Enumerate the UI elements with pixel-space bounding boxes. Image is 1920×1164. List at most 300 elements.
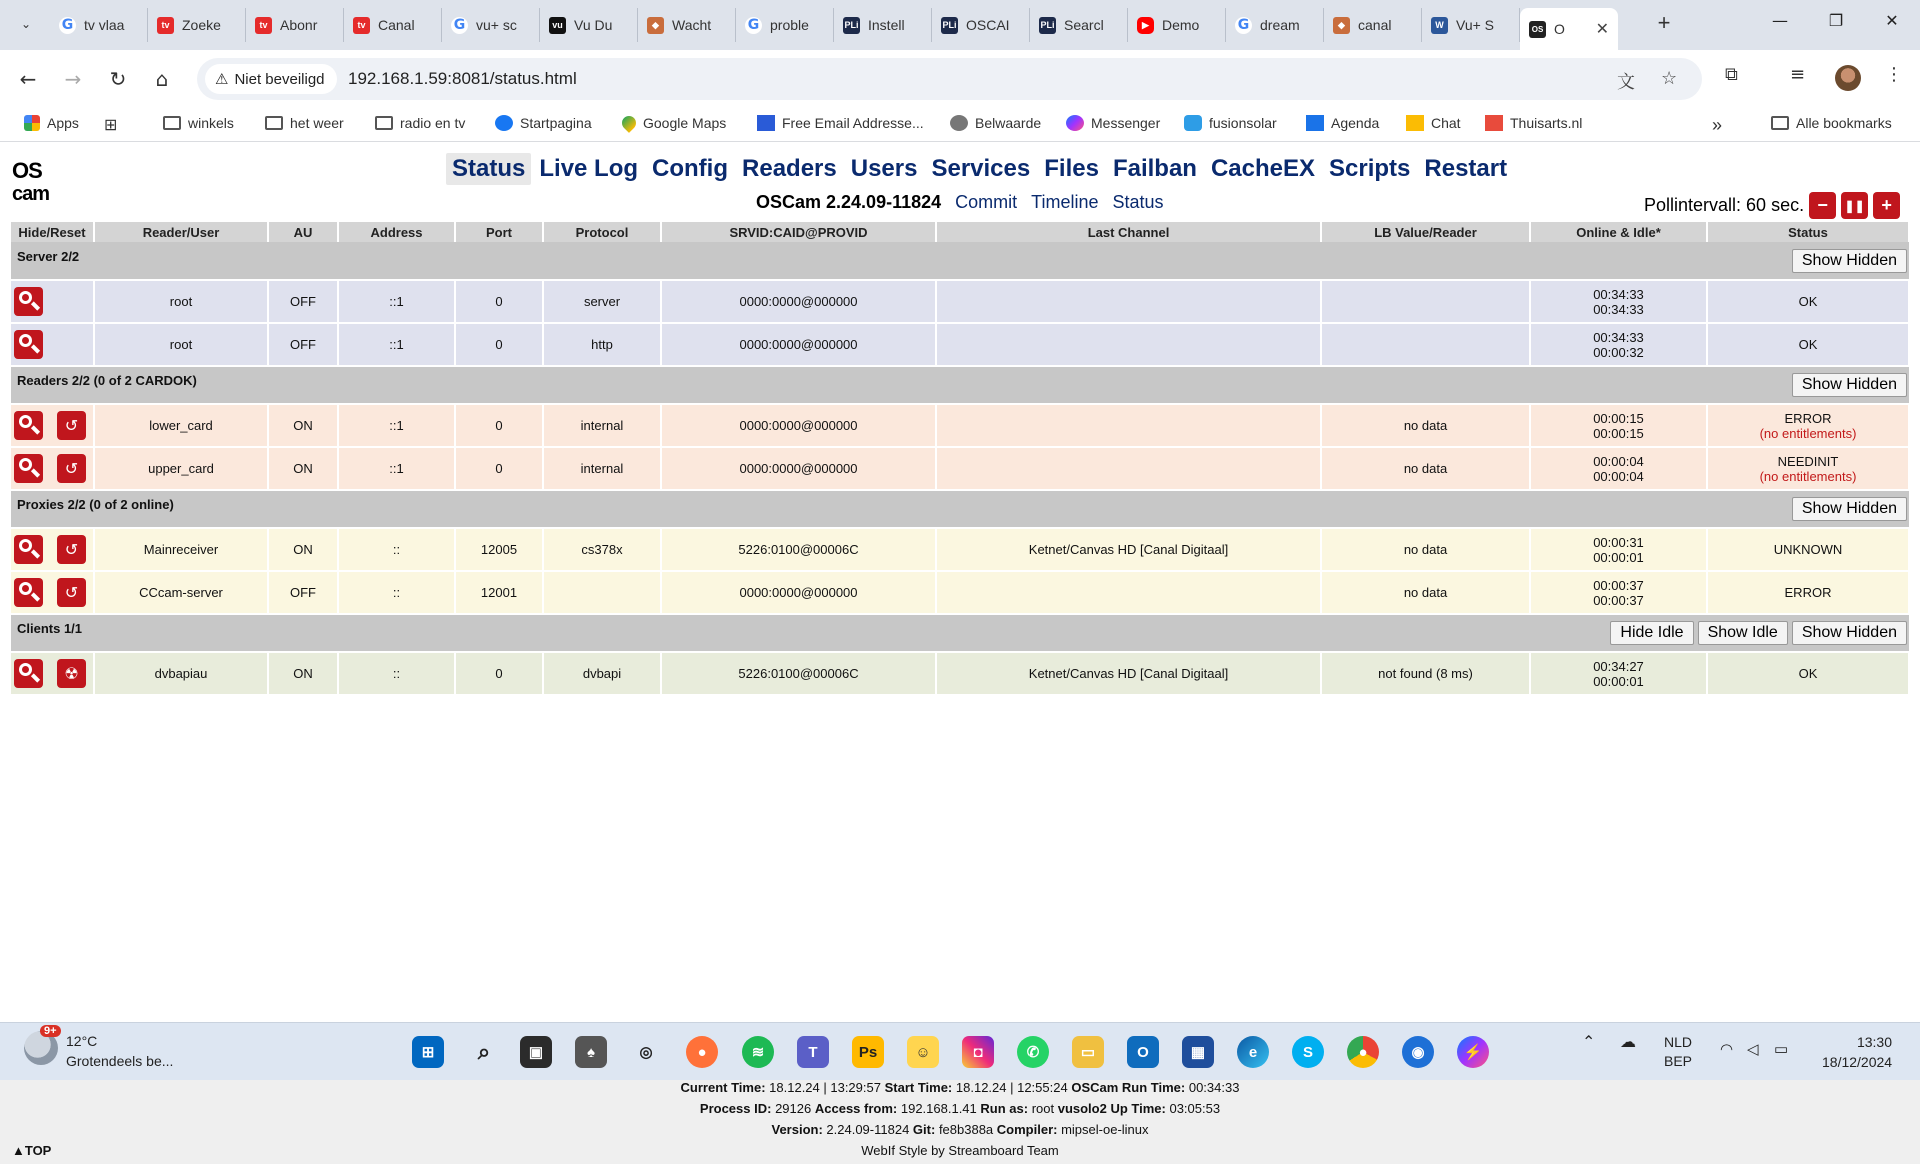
browser-tab[interactable] (736, 8, 834, 42)
nav-scripts[interactable]: Scripts (1329, 155, 1411, 182)
hide-icon[interactable] (14, 578, 43, 607)
idle-time: 00:00:01 (1593, 673, 1644, 689)
idle-time: 00:00:01 (1593, 549, 1644, 565)
bookmark-chat[interactable]: Chat (1406, 115, 1461, 131)
address: ::1 (338, 447, 455, 490)
security-label: Niet beveiligd (234, 70, 325, 88)
security-indicator[interactable] (205, 64, 337, 94)
column-header: Address (338, 222, 455, 242)
idle-time: 00:00:37 (1593, 592, 1644, 608)
url-text[interactable]: 192.168.1.59:8081/status.html (348, 69, 577, 88)
status-text: UNKNOWN (1773, 542, 1843, 557)
reload-icon[interactable]: ↻ (109, 67, 127, 91)
bookmark-radio-en-tv[interactable]: radio en tv (375, 115, 465, 131)
close-window-button[interactable]: ✕ (1885, 10, 1899, 30)
tab-title: Instell (868, 17, 905, 33)
status-link[interactable]: Status (1112, 192, 1164, 212)
browser-tab[interactable] (1030, 8, 1128, 42)
chat-icon (1406, 115, 1424, 131)
column-header: Status (1707, 222, 1909, 242)
srvid: 5226:0100@00006C (661, 652, 936, 695)
port: 12001 (455, 571, 543, 614)
protocol: internal (543, 404, 661, 447)
tab-title: dream (1260, 17, 1300, 33)
address: :: (338, 528, 455, 571)
nav-readers[interactable]: Readers (742, 155, 837, 182)
last-channel (936, 447, 1321, 490)
hide-icon[interactable] (14, 454, 43, 483)
port: 12005 (455, 528, 543, 571)
browser-toolbar (0, 50, 1920, 108)
nav-users[interactable]: Users (850, 155, 918, 182)
table-row (11, 528, 1909, 571)
tab-title: O (1554, 21, 1565, 37)
srvid: 0000:0000@000000 (661, 571, 936, 614)
close-tab-icon[interactable]: ✕ (1595, 21, 1609, 38)
oscam-logo[interactable]: OS cam (12, 158, 50, 205)
lb-value: no data (1321, 571, 1530, 614)
online-time: 00:00:37 (1593, 577, 1644, 593)
mail-icon (757, 115, 775, 131)
status-cell (1707, 280, 1909, 323)
reader-name[interactable]: root (94, 323, 268, 366)
bookmark-startpagina[interactable]: Startpagina (495, 115, 592, 131)
forward-icon[interactable]: → (64, 67, 82, 91)
thuisarts-icon (1485, 115, 1503, 131)
calendar-icon (1306, 115, 1324, 131)
clock-time: 13:30 (1856, 1034, 1892, 1050)
new-tab-button[interactable]: + (1657, 10, 1671, 35)
tab-title: Searcl (1064, 17, 1104, 33)
maximize-button[interactable]: ❐ (1828, 10, 1844, 30)
menu-icon[interactable]: ⋮ (1885, 64, 1903, 85)
footer-version: Version: 2.24.09-11824 Git: fe8b388a Compiler: mipsel-oe-linux (771, 1122, 1149, 1137)
temperature: 12°C (66, 1033, 98, 1049)
file-explorer-icon[interactable]: ▭ (1072, 1036, 1104, 1068)
actions-cell (11, 652, 94, 695)
idle-time: 00:34:33 (1593, 301, 1644, 317)
group-header-readers (11, 366, 1909, 404)
cat-icon: ◆ (647, 17, 664, 34)
bookmarks-bar (0, 108, 1920, 142)
browser-tab[interactable] (540, 8, 638, 42)
ps-icon[interactable]: Ps (852, 1036, 884, 1068)
weather-icon (24, 1025, 58, 1065)
reader-name[interactable]: root (94, 280, 268, 323)
browser-tab[interactable] (1226, 8, 1324, 42)
lb-value: no data (1321, 404, 1530, 447)
profile-avatar[interactable] (1835, 65, 1861, 91)
browser-tab[interactable] (932, 8, 1030, 42)
browser-tab[interactable] (1324, 8, 1422, 42)
srvid: 0000:0000@000000 (661, 404, 936, 447)
last-channel (936, 404, 1321, 447)
solar-icon (1184, 115, 1202, 131)
online-idle-cell (1530, 404, 1707, 447)
actions-cell (11, 404, 94, 447)
tray-overflow-icon[interactable]: ⌃ (1582, 1034, 1596, 1051)
idle-time: 00:00:32 (1593, 344, 1644, 360)
word-icon: W (1431, 17, 1448, 34)
browser-tab[interactable] (1520, 8, 1618, 50)
online-time: 00:34:33 (1593, 329, 1644, 345)
column-header: Port (455, 222, 543, 242)
nav-config[interactable]: Config (652, 155, 729, 182)
youtube-icon: ▶ (1137, 17, 1154, 34)
au-value: OFF (268, 571, 338, 614)
address: :: (338, 652, 455, 695)
status-text: OK (1798, 337, 1818, 352)
column-header: Last Channel (936, 222, 1321, 242)
group-title: Readers 2/2 (0 of 2 CARDOK) (17, 373, 197, 388)
column-header: Reader/User (94, 222, 268, 242)
store-icon[interactable]: ▦ (1182, 1036, 1214, 1068)
tab-title: tv vlaa (84, 17, 125, 33)
bookmark-agenda[interactable]: Agenda (1306, 115, 1379, 131)
status-cell (1707, 571, 1909, 614)
online-idle-cell (1530, 280, 1707, 323)
bookmark-star-icon[interactable]: ☆ (1661, 68, 1678, 89)
copilot-icon[interactable]: ◎ (639, 1044, 653, 1061)
browser-tab[interactable] (148, 8, 246, 42)
status-text: ERROR (1784, 585, 1832, 600)
browser-tab[interactable] (442, 8, 540, 42)
pli-icon: PLi (843, 17, 860, 34)
bookmark-all[interactable]: Alle bookmarks (1771, 115, 1892, 131)
tab-title: proble (770, 17, 809, 33)
folder-icon (265, 116, 283, 130)
wifi-icon[interactable]: ◠ (1720, 1041, 1734, 1058)
clock[interactable] (1822, 1032, 1892, 1072)
status-text: ERROR (1784, 410, 1832, 426)
group-buttons (1610, 621, 1907, 645)
edge-icon[interactable]: e (1237, 1036, 1269, 1068)
au-value: ON (268, 404, 338, 447)
messenger-taskbar-icon[interactable]: ⚡ (1457, 1036, 1489, 1068)
nav-status[interactable]: Status (446, 153, 531, 185)
tab-title: Vu+ S (1456, 17, 1495, 33)
home-icon[interactable]: ⌂ (155, 67, 169, 91)
solitaire-icon[interactable]: ♠ (575, 1036, 607, 1068)
nav-services[interactable]: Services (931, 155, 1031, 182)
status-text: NEEDINIT (1777, 453, 1839, 469)
column-header: LB Value/Reader (1321, 222, 1530, 242)
onedrive-icon[interactable]: ☁ (1620, 1034, 1636, 1051)
skype-icon[interactable]: S (1292, 1036, 1324, 1068)
vu-icon: vu (549, 17, 566, 34)
group-buttons (1792, 373, 1907, 397)
process-id: 29126 (775, 1101, 812, 1116)
protocol: http (543, 323, 661, 366)
search-icon[interactable]: ⌕ (477, 1039, 491, 1064)
apps-icon (24, 115, 40, 131)
bookmark-belwaarde[interactable]: Belwaarde (950, 115, 1041, 131)
poll-increase-button[interactable]: + (1873, 192, 1900, 219)
reset-icon[interactable]: ↺ (57, 411, 86, 440)
warning-icon: ⚠ (215, 71, 229, 88)
hide-icon[interactable] (14, 287, 43, 316)
show-hidden-button[interactable]: Show Hidden (1792, 621, 1907, 645)
tab-search-button[interactable]: ⌄ (20, 17, 32, 31)
lb-value (1321, 280, 1530, 323)
protocol: cs378x (543, 528, 661, 571)
group-cell (11, 614, 1909, 652)
actions-cell (11, 323, 94, 366)
last-channel (936, 280, 1321, 323)
emoji-app-icon[interactable]: ☺ (907, 1036, 939, 1068)
google-icon: G (1235, 17, 1252, 34)
tv-icon: tv (255, 17, 272, 34)
au-value: ON (268, 447, 338, 490)
bookmark-fusionsolar[interactable]: fusionsolar (1184, 115, 1277, 131)
browser-tab[interactable] (344, 8, 442, 42)
language-indicator[interactable]: NLD BEP (1664, 1034, 1693, 1069)
battery-icon[interactable]: ▭ (1774, 1041, 1789, 1058)
table-row (11, 652, 1909, 695)
status-cell (1707, 652, 1909, 695)
disconnect-icon[interactable]: ☢ (57, 659, 86, 688)
browser-tab[interactable] (246, 8, 344, 42)
online-time: 00:34:27 (1593, 658, 1644, 674)
bookmark-winkels[interactable]: winkels (163, 115, 234, 131)
status-text: OK (1798, 666, 1818, 681)
pli-icon: PLi (941, 17, 958, 34)
protocol: internal (543, 447, 661, 490)
back-icon[interactable]: ← (19, 67, 37, 91)
bookmark-grid[interactable] (104, 115, 117, 135)
folder-icon (375, 116, 393, 130)
bookmark-google-maps[interactable]: Google Maps (622, 115, 726, 131)
minimize-button[interactable]: — (1772, 10, 1788, 30)
online-time: 00:00:15 (1593, 410, 1644, 426)
group-cell (11, 242, 1909, 280)
status-cell (1707, 447, 1909, 490)
version-label: OSCam 2.24.09-11824 (756, 192, 942, 212)
tab-title: Canal (378, 17, 415, 33)
start-icon[interactable]: ⊞ (412, 1036, 444, 1068)
tab-strip (0, 0, 1920, 50)
status-cell (1707, 404, 1909, 447)
poll-decrease-button[interactable]: − (1809, 192, 1836, 219)
group-buttons (1792, 497, 1907, 521)
lb-value: no data (1321, 528, 1530, 571)
bookmark-thuisarts[interactable]: Thuisarts.nl (1485, 115, 1582, 131)
show-hidden-button[interactable]: Show Hidden (1792, 373, 1907, 397)
to-top-link[interactable]: ▲TOP (12, 1143, 52, 1158)
folder-icon (163, 116, 181, 130)
column-header: Hide/Reset (11, 222, 94, 242)
main-nav (446, 153, 1515, 185)
column-header: SRVID:CAID@PROVID (661, 222, 936, 242)
tab-title: vu+ sc (476, 17, 517, 33)
au-value: ON (268, 528, 338, 571)
table-row (11, 447, 1909, 490)
online-idle-cell (1530, 652, 1707, 695)
table-header (11, 222, 1909, 242)
whatsapp-icon[interactable]: ✆ (1017, 1036, 1049, 1068)
run-time: 00:34:33 (1188, 1080, 1240, 1095)
reader-name[interactable]: CCcam-server (94, 571, 268, 614)
lb-value: no data (1321, 447, 1530, 490)
bookmark-apps[interactable]: Apps (24, 115, 79, 131)
reset-icon[interactable]: ↺ (57, 454, 86, 483)
idle-time: 00:00:15 (1593, 425, 1644, 441)
address-bar[interactable] (197, 58, 1702, 100)
online-time: 00:34:33 (1593, 286, 1644, 302)
reset-icon[interactable]: ↺ (57, 578, 86, 607)
timeline-link[interactable]: Timeline (1031, 192, 1099, 212)
google-icon: G (745, 17, 762, 34)
browser-tab[interactable] (50, 8, 148, 42)
reader-name[interactable]: dvbapiau (94, 652, 268, 695)
group-title: Clients 1/1 (17, 621, 83, 636)
online-idle-cell (1530, 571, 1707, 614)
group-header-clients (11, 614, 1909, 652)
poll-pause-button[interactable]: ❚❚ (1841, 192, 1868, 219)
tab-title: Wacht (672, 17, 712, 33)
browser-tab[interactable] (1422, 8, 1520, 42)
browser-tab[interactable] (1128, 8, 1226, 42)
weather-widget[interactable] (24, 1025, 174, 1071)
status-note: (no entitlements) (1759, 468, 1857, 484)
protocol (543, 571, 661, 614)
show-hidden-button[interactable]: Show Hidden (1792, 497, 1907, 521)
online-idle-cell (1530, 447, 1707, 490)
translate-icon[interactable]: 文 (1617, 72, 1635, 93)
reset-icon[interactable]: ↺ (57, 535, 86, 564)
column-header: Online & Idle* (1530, 222, 1707, 242)
table-row (11, 404, 1909, 447)
clock-date: 18/12/2024 (1822, 1054, 1893, 1070)
nav-files[interactable]: Files (1044, 155, 1099, 182)
more-bookmarks-icon[interactable]: » (1712, 115, 1723, 135)
port: 0 (455, 280, 543, 323)
nav-live-log[interactable]: Live Log (539, 155, 639, 182)
protocol: server (543, 280, 661, 323)
srvid: 0000:0000@000000 (661, 280, 936, 323)
windows-taskbar (0, 1022, 1920, 1080)
group-title: Server 2/2 (17, 248, 80, 264)
online-idle-cell (1530, 323, 1707, 366)
current-time: 18.12.24 | 13:29:57 (769, 1080, 881, 1095)
reader-name[interactable]: lower_card (94, 404, 268, 447)
idle-time: 00:00:04 (1593, 468, 1644, 484)
bookmark-messenger[interactable]: Messenger (1066, 115, 1160, 131)
instagram-icon[interactable]: ◘ (962, 1036, 994, 1068)
poll-interval (1644, 192, 1900, 219)
protocol: dvbapi (543, 652, 661, 695)
spotify-icon[interactable]: ≋ (742, 1036, 774, 1068)
firefox-icon[interactable]: ● (686, 1036, 718, 1068)
oscam-icon: OS (1529, 21, 1546, 38)
port: 0 (455, 323, 543, 366)
browser-tab[interactable] (834, 8, 932, 42)
footer-style: WebIf Style by Streamboard Team (861, 1143, 1059, 1158)
hide-icon[interactable] (14, 411, 43, 440)
hide-idle-button[interactable]: Hide Idle (1610, 621, 1693, 645)
sub-nav (756, 192, 1164, 213)
online-time: 00:00:31 (1593, 534, 1644, 550)
tab-title: Demo (1162, 17, 1200, 33)
status-cell (1707, 323, 1909, 366)
task-view-icon[interactable]: ▣ (520, 1036, 552, 1068)
tv-icon: tv (353, 17, 370, 34)
column-header: Protocol (543, 222, 661, 242)
extensions-icon[interactable]: ⧉ (1725, 64, 1738, 85)
au-value: OFF (268, 323, 338, 366)
footer-times: Current Time: 18.12.24 | 13:29:57 Start Time: 18.12.24 | 12:55:24 OSCam Run Time: 00:34:33 (680, 1080, 1240, 1095)
nav-cacheex[interactable]: CacheEX (1210, 155, 1316, 182)
show-idle-button[interactable]: Show Idle (1698, 621, 1788, 645)
status-text: OK (1798, 294, 1818, 309)
hide-icon[interactable] (14, 330, 43, 359)
browser-tab[interactable] (638, 8, 736, 42)
group-cell (11, 490, 1909, 528)
lb-value: not found (8 ms) (1321, 652, 1530, 695)
status-cell (1707, 528, 1909, 571)
footer-process: Process ID: 29126 Access from: 192.168.1.41 Run as: root vusolo2 Up Time: 03:05:53 (699, 1101, 1221, 1116)
show-hidden-button[interactable]: Show Hidden (1792, 249, 1907, 273)
port: 0 (455, 447, 543, 490)
tab-title: canal (1358, 17, 1392, 33)
version: 2.24.09-11824 (826, 1122, 910, 1137)
compiler: mipsel-oe-linux (1061, 1122, 1149, 1137)
teams-icon[interactable]: T (797, 1036, 829, 1068)
access-from: 192.168.1.41 (900, 1101, 977, 1116)
online-time: 00:00:04 (1593, 453, 1644, 469)
outlook-icon[interactable]: O (1127, 1036, 1159, 1068)
au-value: ON (268, 652, 338, 695)
reader-name[interactable]: Mainreceiver (94, 528, 268, 571)
address: ::1 (338, 404, 455, 447)
bookmark-free-email[interactable]: Free Email Addresse... (757, 115, 924, 131)
chrome-icon[interactable]: ● (1347, 1036, 1379, 1068)
maps-icon (619, 113, 639, 133)
reader-name[interactable]: upper_card (94, 447, 268, 490)
volume-icon[interactable]: ◁ (1747, 1041, 1759, 1058)
messenger-icon (1066, 115, 1084, 131)
pli-icon: PLi (1039, 17, 1056, 34)
vpn-icon[interactable]: ◉ (1402, 1036, 1434, 1068)
srvid: 5226:0100@00006C (661, 528, 936, 571)
commit-link[interactable]: Commit (955, 192, 1018, 212)
status-note: (no entitlements) (1759, 425, 1857, 441)
table-row (11, 323, 1909, 366)
git: fe8b388a (938, 1122, 994, 1137)
hide-icon[interactable] (14, 659, 43, 688)
hide-icon[interactable] (14, 535, 43, 564)
port: 0 (455, 652, 543, 695)
phone-icon (950, 115, 968, 131)
last-channel: Ketnet/Canvas HD [Canal Digitaal] (936, 528, 1321, 571)
last-channel: Ketnet/Canvas HD [Canal Digitaal] (936, 652, 1321, 695)
bookmark-het-weer[interactable]: het weer (265, 115, 344, 131)
tab-title: Abonr (280, 17, 318, 33)
tab-title: Zoeke (182, 17, 221, 33)
table-row (11, 571, 1909, 614)
nav-failban[interactable]: Failban (1112, 155, 1197, 182)
table-row (11, 280, 1909, 323)
tab-list (50, 8, 1618, 42)
nav-restart[interactable]: Restart (1424, 155, 1508, 182)
actions-cell (11, 280, 94, 323)
media-controls-icon[interactable]: ≡ (1790, 64, 1806, 85)
tab-title: Vu Du (574, 17, 613, 33)
grid-icon: ⊞ (104, 117, 118, 134)
address: ::1 (338, 323, 455, 366)
srvid: 0000:0000@000000 (661, 447, 936, 490)
port: 0 (455, 404, 543, 447)
